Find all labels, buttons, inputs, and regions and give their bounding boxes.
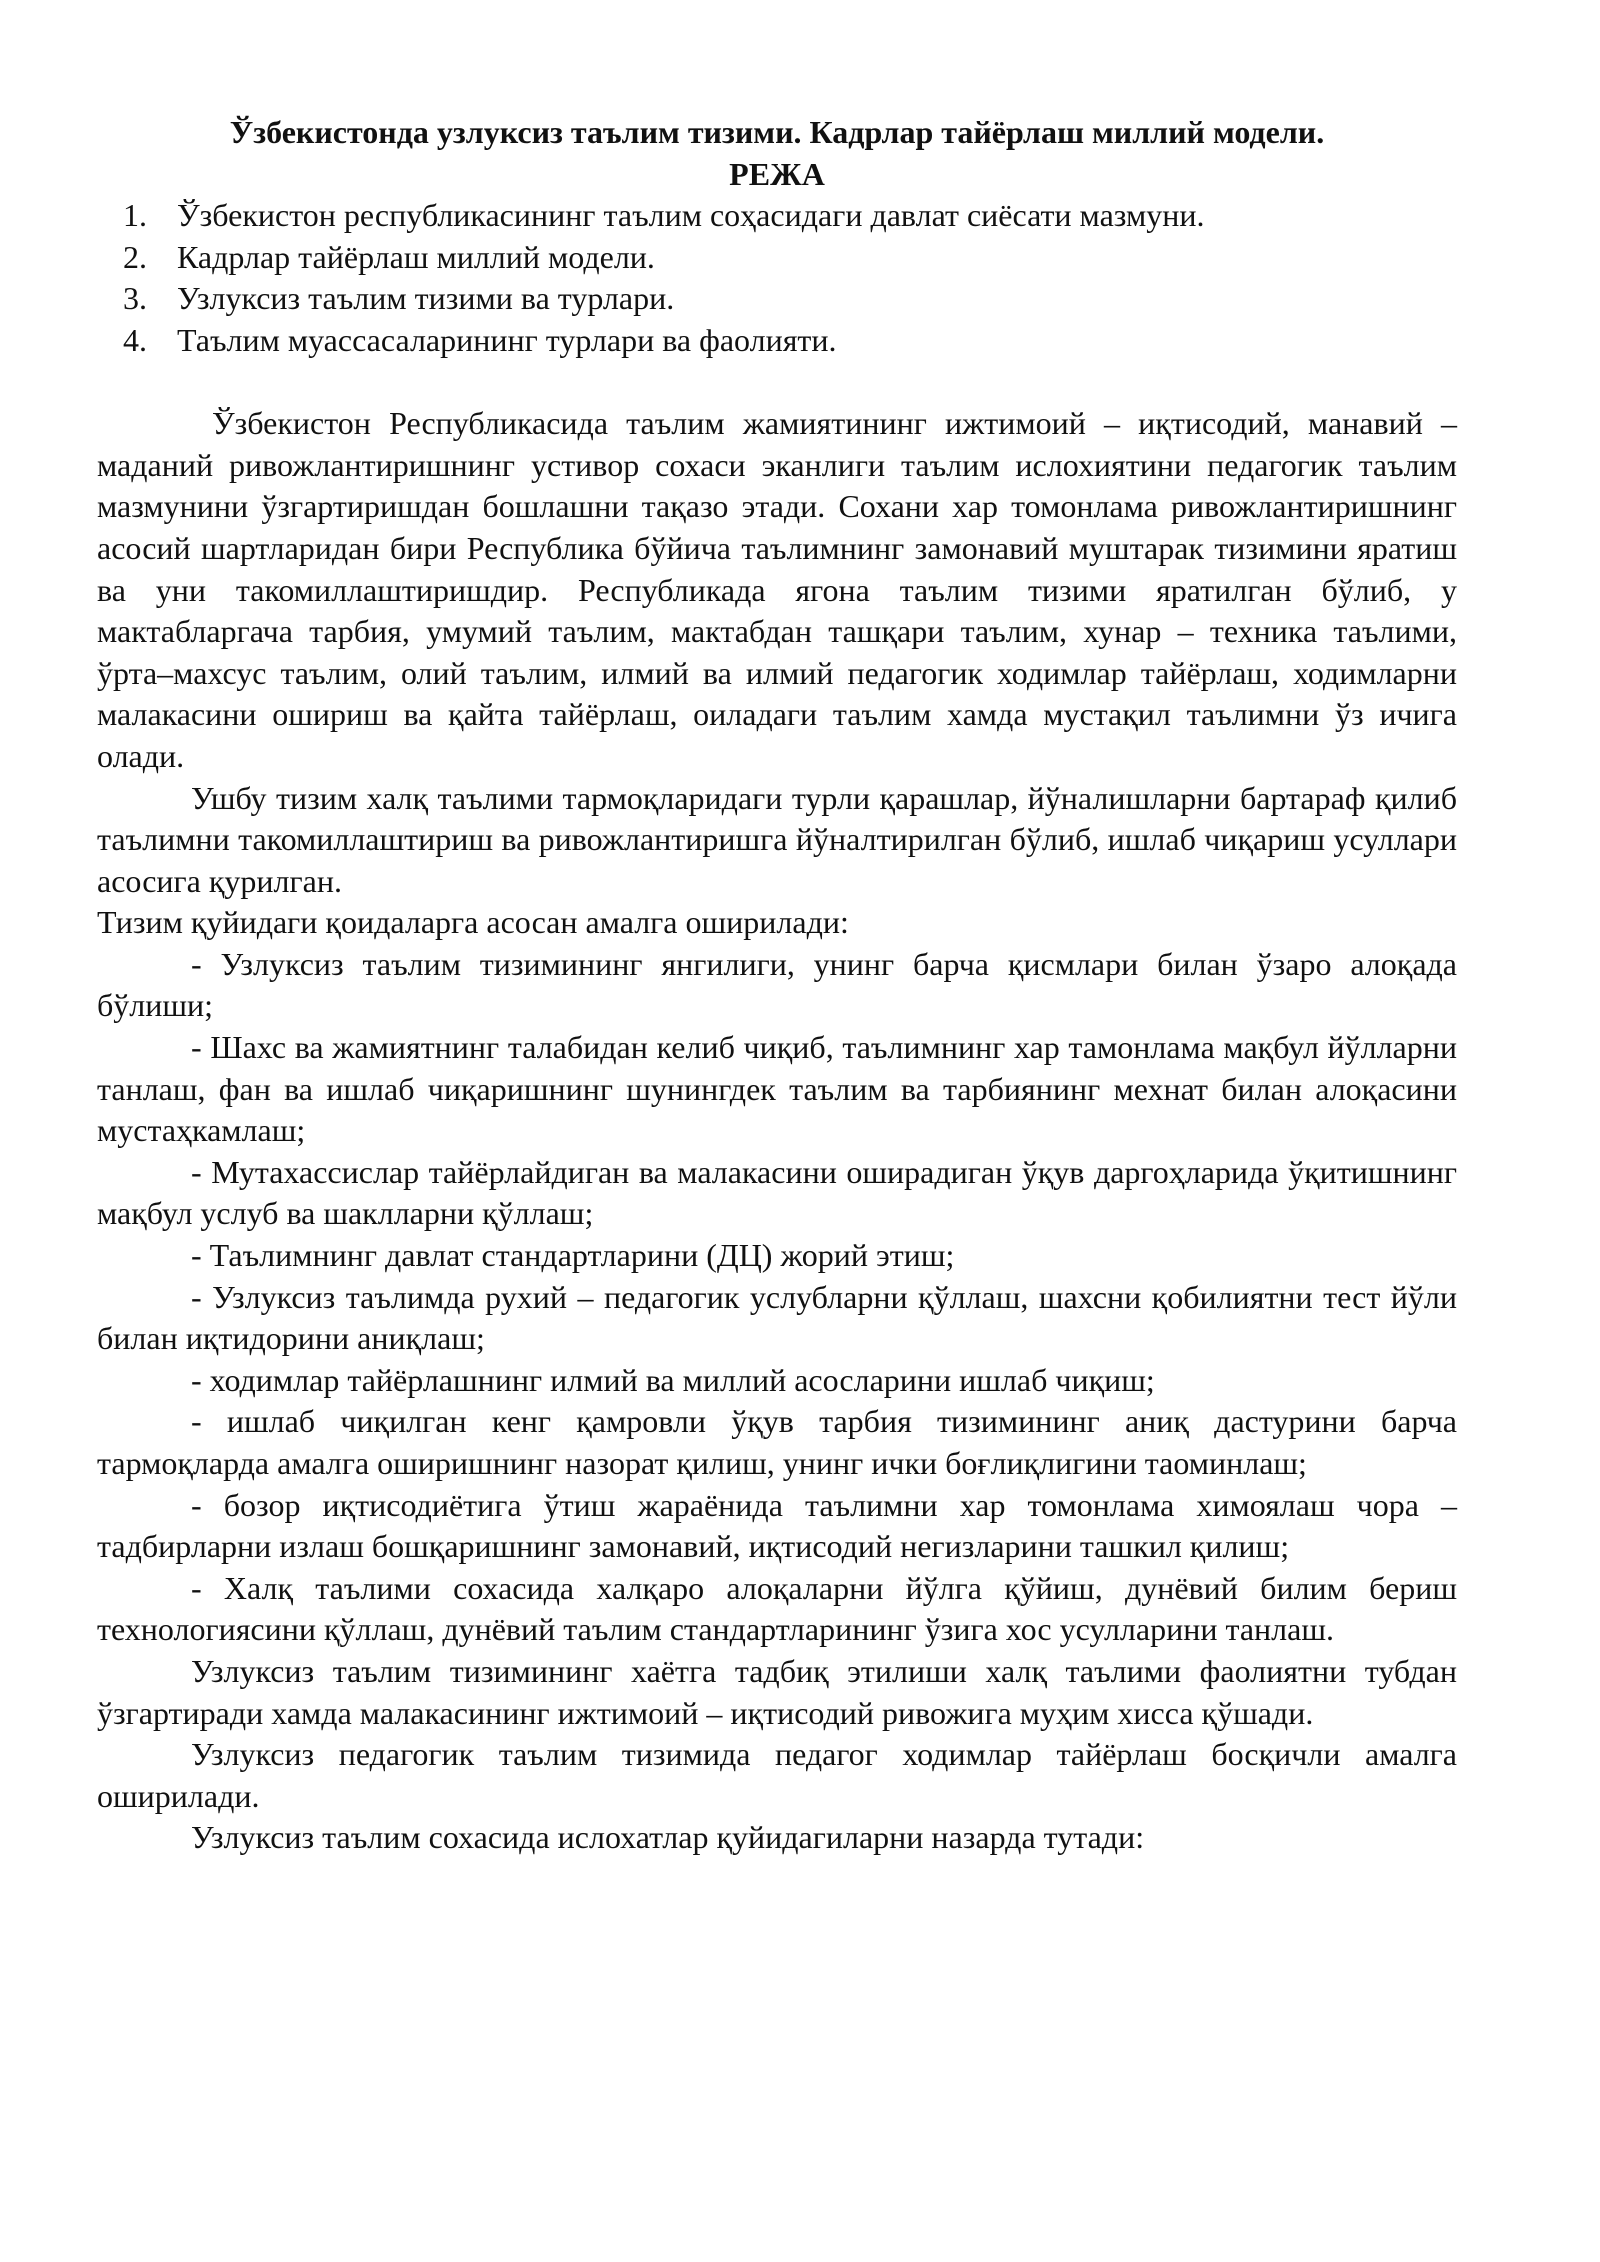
body-paragraph: Узлуксиз таълим тизимининг хаётга тадбиқ этилиши халқ таълими фаолиятни тубдан ўзгартиради хамда малакасининг ижтимоий – иқтисодий ривожига муҳим хисса қўшади. xyxy=(97,1652,1457,1731)
body-paragraph: Узлуксиз педагогик таълим тизимида педагог ходимлар тайёрлаш босқичли амалга оширилади. xyxy=(97,1736,1457,1814)
plan-item-text: Узлуксиз таълим тизими ва турлари. xyxy=(177,280,675,317)
plan-item-text: Таълим муассасаларининг турлари ва фаолияти. xyxy=(177,321,837,358)
plan-item-number: 3. xyxy=(123,280,147,317)
body-paragraph: Ушбу тизим халқ таълими тармоқларидаги турли қарашлар, йўналишларни бартараф қилиб таълимни такомиллаштириш ва ривожлантиришга йўналтирилган бўлиб, ишлаб чиқариш усуллари асосига қурилган. xyxy=(97,779,1457,899)
rule-item: - Узлуксиз таълимда рухий – педагогик услубларни қўллаш, шахсни қобилиятни тест йўли билан иқтидорини аниқлаш; xyxy=(97,1278,1457,1357)
plan-item xyxy=(97,278,1457,320)
document-title: Ўзбекистонда узлуксиз таълим тизими. Кадрлар тайёрлаш миллий модели. xyxy=(229,114,1325,150)
plan-item xyxy=(97,195,1457,237)
rule-item: - Шахс ва жамиятнинг талабидан келиб чиқиб, таълимнинг хар тамонлама мақбул йўлларни танлаш, фан ва ишлаб чиқаришнинг шунингдек таълим ва тарбиянинг мехнат билан алоқасини мустаҳкамлаш; xyxy=(97,1029,1457,1149)
rule-item: - ходимлар тайёрлашнинг илмий ва миллий асосларини ишлаб чиқиш; xyxy=(191,1361,1155,1398)
plan-item-number: 2. xyxy=(123,238,147,275)
rule-item: - Халқ таълими сохасида халқаро алоқаларни йўлга қўйиш, дунёвий билим бериш технологиясини қўллаш, дунёвий таълим стандартларининг ўзига хос усулларини танлаш. xyxy=(97,1569,1457,1648)
rules-intro: Тизим қуйидаги қоидаларга асосан амалга оширилади: xyxy=(97,904,849,941)
document-page xyxy=(97,112,1457,1859)
plan-item-number: 4. xyxy=(123,321,147,358)
rule-item: - Узлуксиз таълим тизимининг янгилиги, унинг барча қисмлари билан ўзаро алоқада бўлиши; xyxy=(97,945,1457,1024)
rule-item: - Таълимнинг давлат стандартларини (ДЦ) жорий этиш; xyxy=(191,1237,955,1274)
plan-item xyxy=(97,320,1457,362)
rule-item: - бозор иқтисодиётига ўтиш жараёнида таълимни хар томонлама химоялаш чора – тадбирларни излаш бошқаришнинг замонавий, иқтисодий негизларини ташкил қилиш; xyxy=(97,1486,1457,1565)
plan-heading: РЕЖА xyxy=(729,155,825,192)
intro-paragraph: Ўзбекистон Республикасида таълим жамиятининг ижтимоий – иқтисодий, манавий – маданий ривожлантиришнинг устивор сохаси эканлиги таълим ислохиятини педагогик таълим мазмунини ўзгартиришдан бошлашни тақазо этади. Сохани хар томонлама ривожлантиришнинг асосий шартларидан бири Республика бўйича таълимнинг замонавий муштарак тизимини яратиш ва уни такомиллаштиришдир. Республикада ягона таълим тизими яратилган бўлиб, у мактабларгача тарбия, умумий таълим, мактабдан ташқари таълим, хунар – техника таълими, ўрта–махсус таълим, олий таълим, илмий ва илмий педагогик ходимлар тайёрлаш, ходимларни малакасини ошириш ва қайта тайёрлаш, оиладаги таълим хамда мустақил таълимни ўз ичига олади. xyxy=(97,405,1457,774)
plan-item-text: Ўзбекистон республикасининг таълим соҳасидаги давлат сиёсати мазмуни. xyxy=(177,197,1205,234)
plan-item-number: 1. xyxy=(123,197,147,234)
rule-item: - ишлаб чиқилган кенг қамровли ўқув тарбия тизимининг аниқ дастурини барча тармоқларда амалга оширишнинг назорат қилиш, унинг ички боғлиқлигини таоминлаш; xyxy=(97,1403,1457,1481)
plan-list xyxy=(97,195,1457,361)
plan-item xyxy=(97,237,1457,279)
body-paragraph: Узлуксиз таълим сохасида ислохатлар қуйидагиларни назарда тутади: xyxy=(191,1819,1145,1856)
rule-item: - Мутахассислар тайёрлайдиган ва малакасини оширадиган ўқув даргоҳларида ўқитишнинг мақбул услуб ва шаклларни қўллаш; xyxy=(97,1153,1457,1232)
plan-item-text: Кадрлар тайёрлаш миллий модели. xyxy=(177,238,655,275)
